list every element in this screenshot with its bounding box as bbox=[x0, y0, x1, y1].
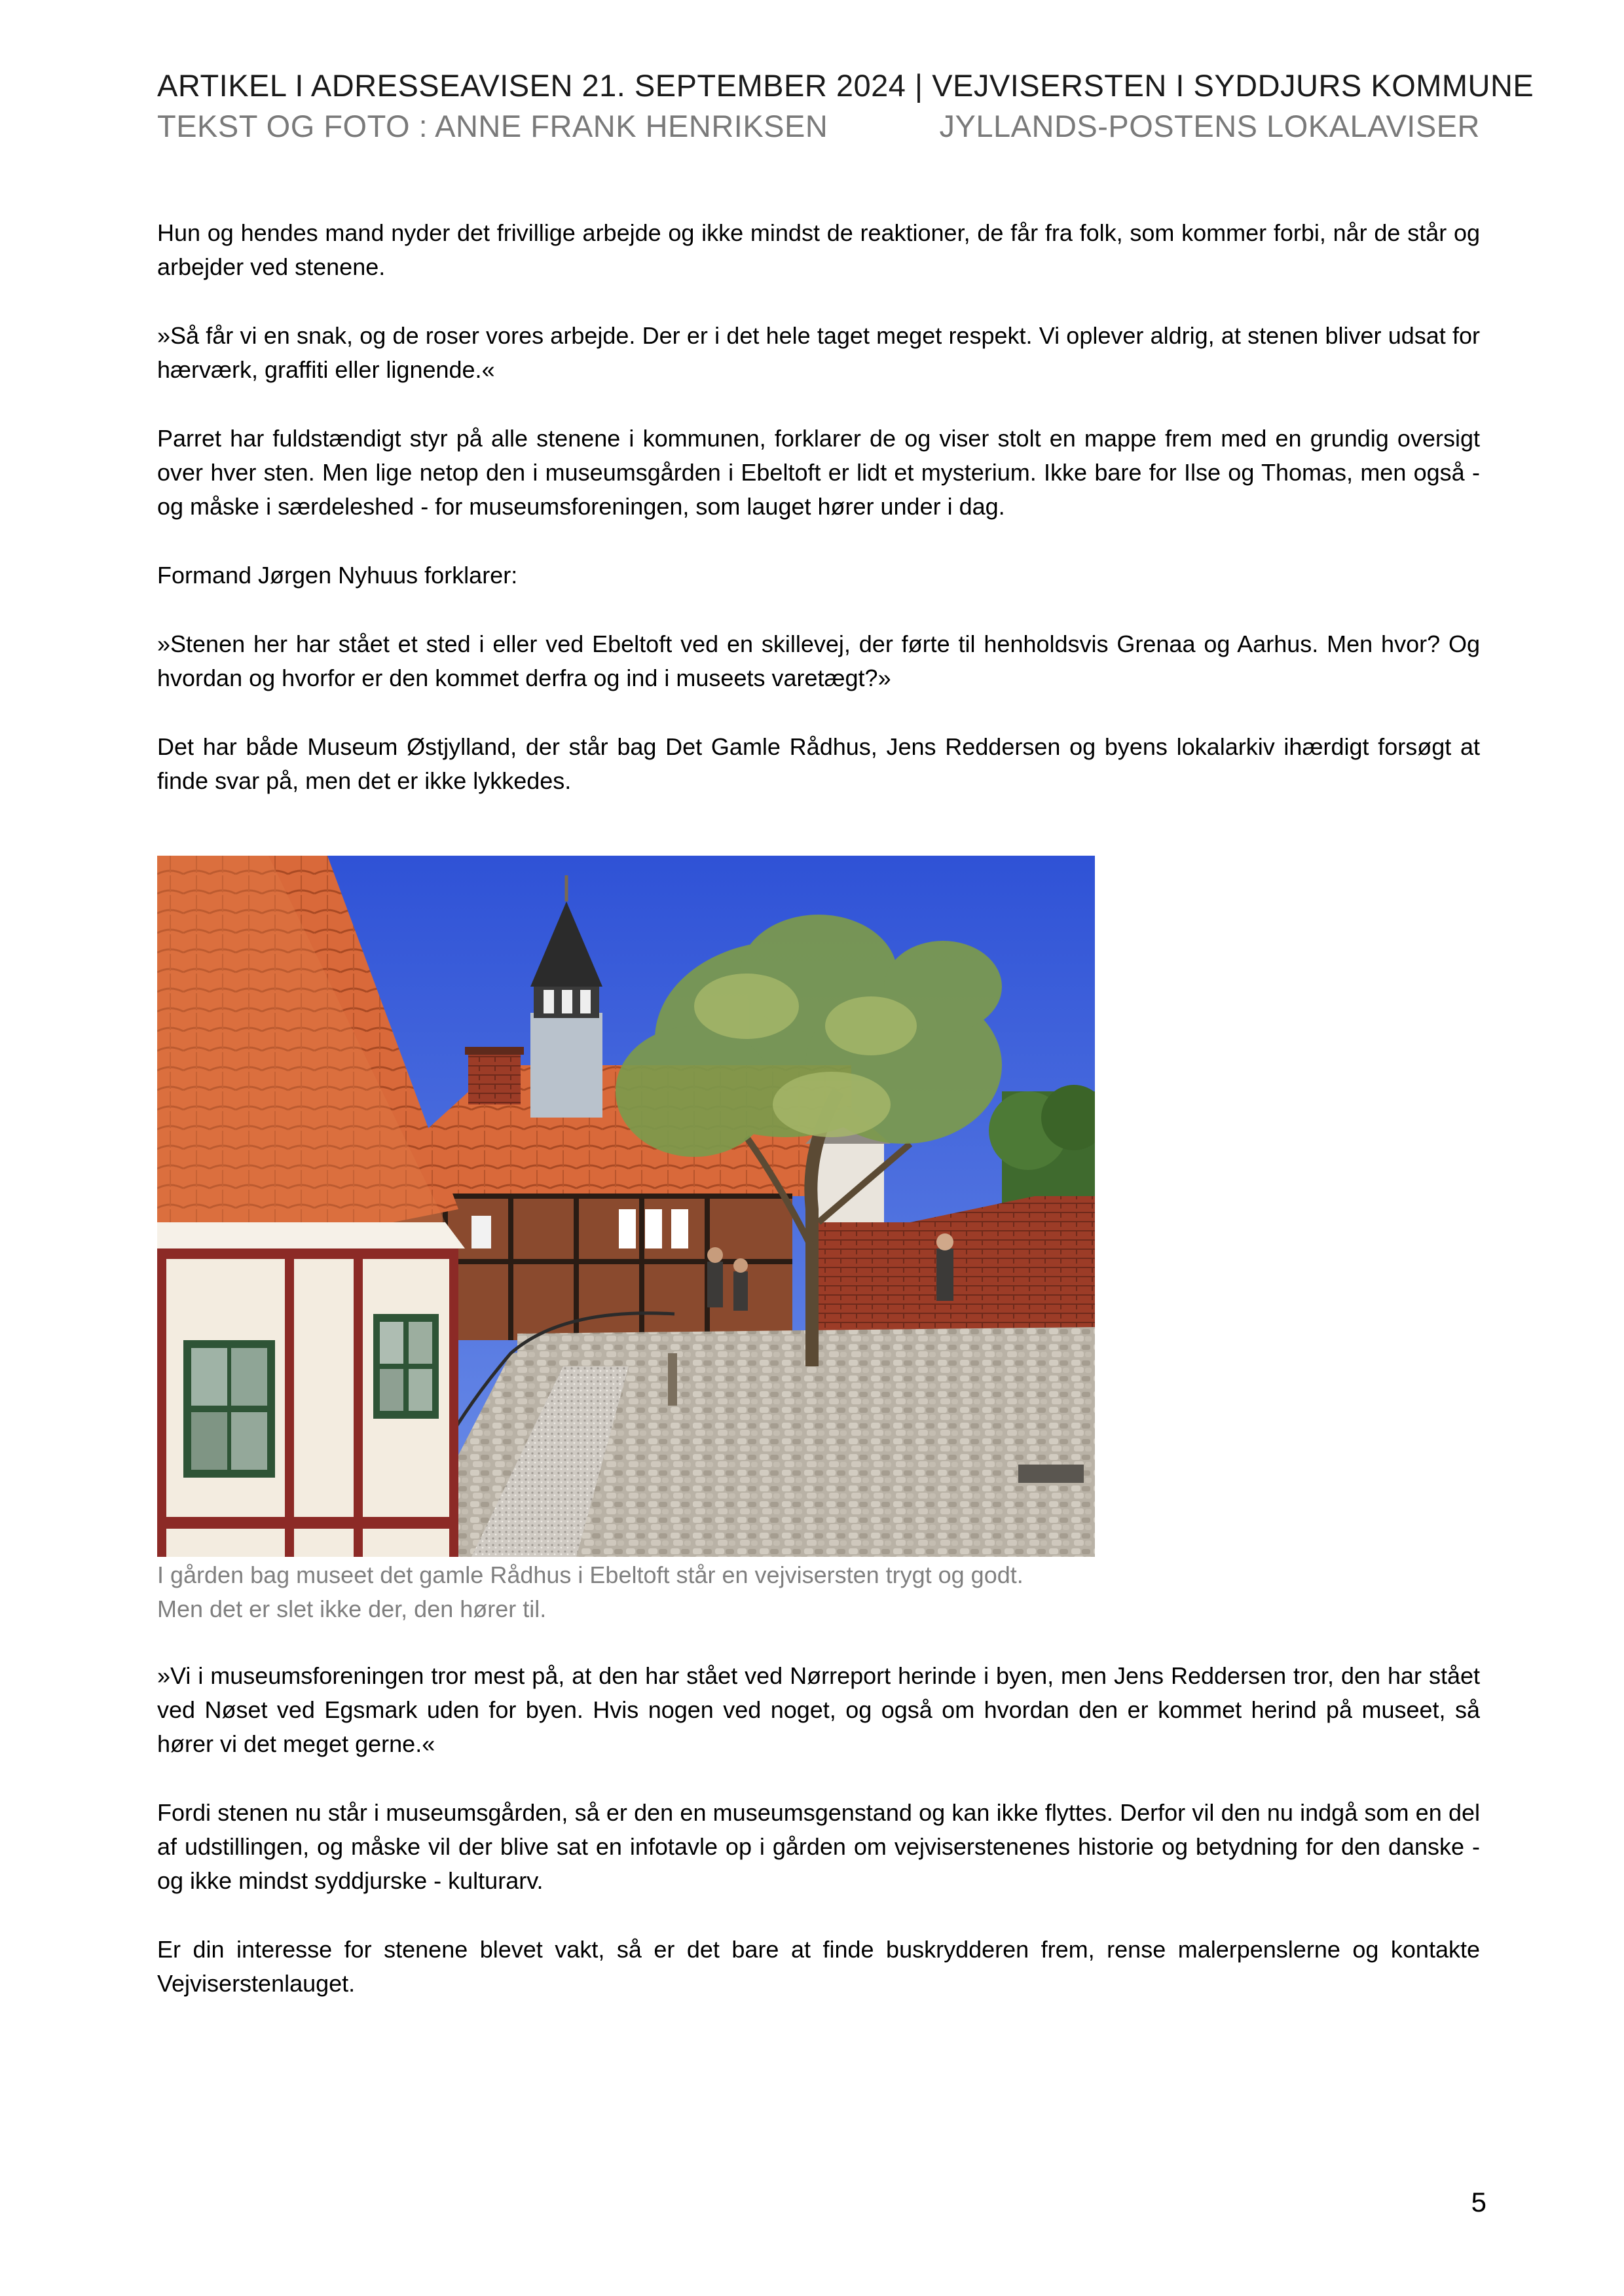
article-photo bbox=[157, 856, 1095, 1557]
header-title: ARTIKEL I ADRESSEAVISEN 21. SEPTEMBER 2024 | VEJVISERSTEN I SYDDJURS KOMMUNE bbox=[157, 68, 1534, 103]
paragraph: »Så får vi en snak, og de roser vores arbejde. Der er i det hele taget meget respekt. Vi oplever aldrig, at stenen bliver udsat for hærværk, graffiti eller lignende.« bbox=[157, 322, 1480, 383]
paragraph: Hun og hendes mand nyder det frivillige arbejde og ikke mindst de reaktioner, de får fra folk, som kommer forbi, når de står og arbejder ved stenene. bbox=[157, 219, 1480, 280]
caption-line: Men det er slet ikke der, den hører til. bbox=[157, 1595, 547, 1622]
article-body-bottom bbox=[157, 1659, 1480, 2001]
paragraph: Fordi stenen nu står i museumsgården, så er den en museumsgenstand og kan ikke flyttes. Derfor vil den nu indgå som en del af udstillingen, og måske vil der blive sat en infotavle op i gården om vejviserstenenes historie og betydning for den danske - og ikke mindst syddjurske - kulturarv. bbox=[157, 1799, 1480, 1894]
photo-caption bbox=[157, 1558, 1139, 1626]
page-header bbox=[157, 65, 1534, 147]
page-number: 5 bbox=[1471, 2187, 1486, 2217]
header-author: TEKST OG FOTO : ANNE FRANK HENRIKSEN bbox=[157, 109, 828, 143]
paragraph: Er din interesse for stenene blevet vakt, så er det bare at finde buskrydderen frem, rense malerpenslerne og kontakte Vejviserstenlauget. bbox=[157, 1936, 1480, 1997]
paragraph: Formand Jørgen Nyhuus forklarer: bbox=[157, 562, 518, 589]
paragraph: »Vi i museumsforeningen tror mest på, at den har stået ved Nørreport herinde i byen, men Jens Reddersen tror, den har stået ved Nøset ved Egsmark uden for byen. Hvis nogen ved noget, og også om hvordan den er kommet herind på museet, så hører vi det meget gerne.« bbox=[157, 1662, 1480, 1757]
paragraph: »Stenen her har stået et sted i eller ved Ebeltoft ved en skillevej, der førte til henholdsvis Grenaa og Aarhus. Men hvor? Og hvordan og hvorfor er den kommet derfra og ind i museets varetægt?» bbox=[157, 630, 1480, 691]
paragraph: Det har både Museum Østjylland, der står bag Det Gamle Rådhus, Jens Reddersen og byens lokalarkiv ihærdigt forsøgt at finde svar på, men det er ikke lykkedes. bbox=[157, 733, 1480, 794]
header-publisher: JYLLANDS-POSTENS LOKALAVISER bbox=[939, 109, 1480, 143]
header-credits bbox=[157, 106, 1480, 147]
paragraph: Parret har fuldstændigt styr på alle stenene i kommunen, forklarer de og viser stolt en mappe frem med en grundig oversigt over hver sten. Men lige netop den i museumsgården i Ebeltoft er lidt et mysterium. Ikke bare for Ilse og Thomas, men også - og måske i særdeleshed - for museumsforeningen, som lauget hører under i dag. bbox=[157, 425, 1480, 520]
article-body-top bbox=[157, 216, 1480, 798]
caption-line: I gården bag museet det gamle Rådhus i Ebeltoft står en vejvisersten trygt og godt. bbox=[157, 1561, 1024, 1588]
